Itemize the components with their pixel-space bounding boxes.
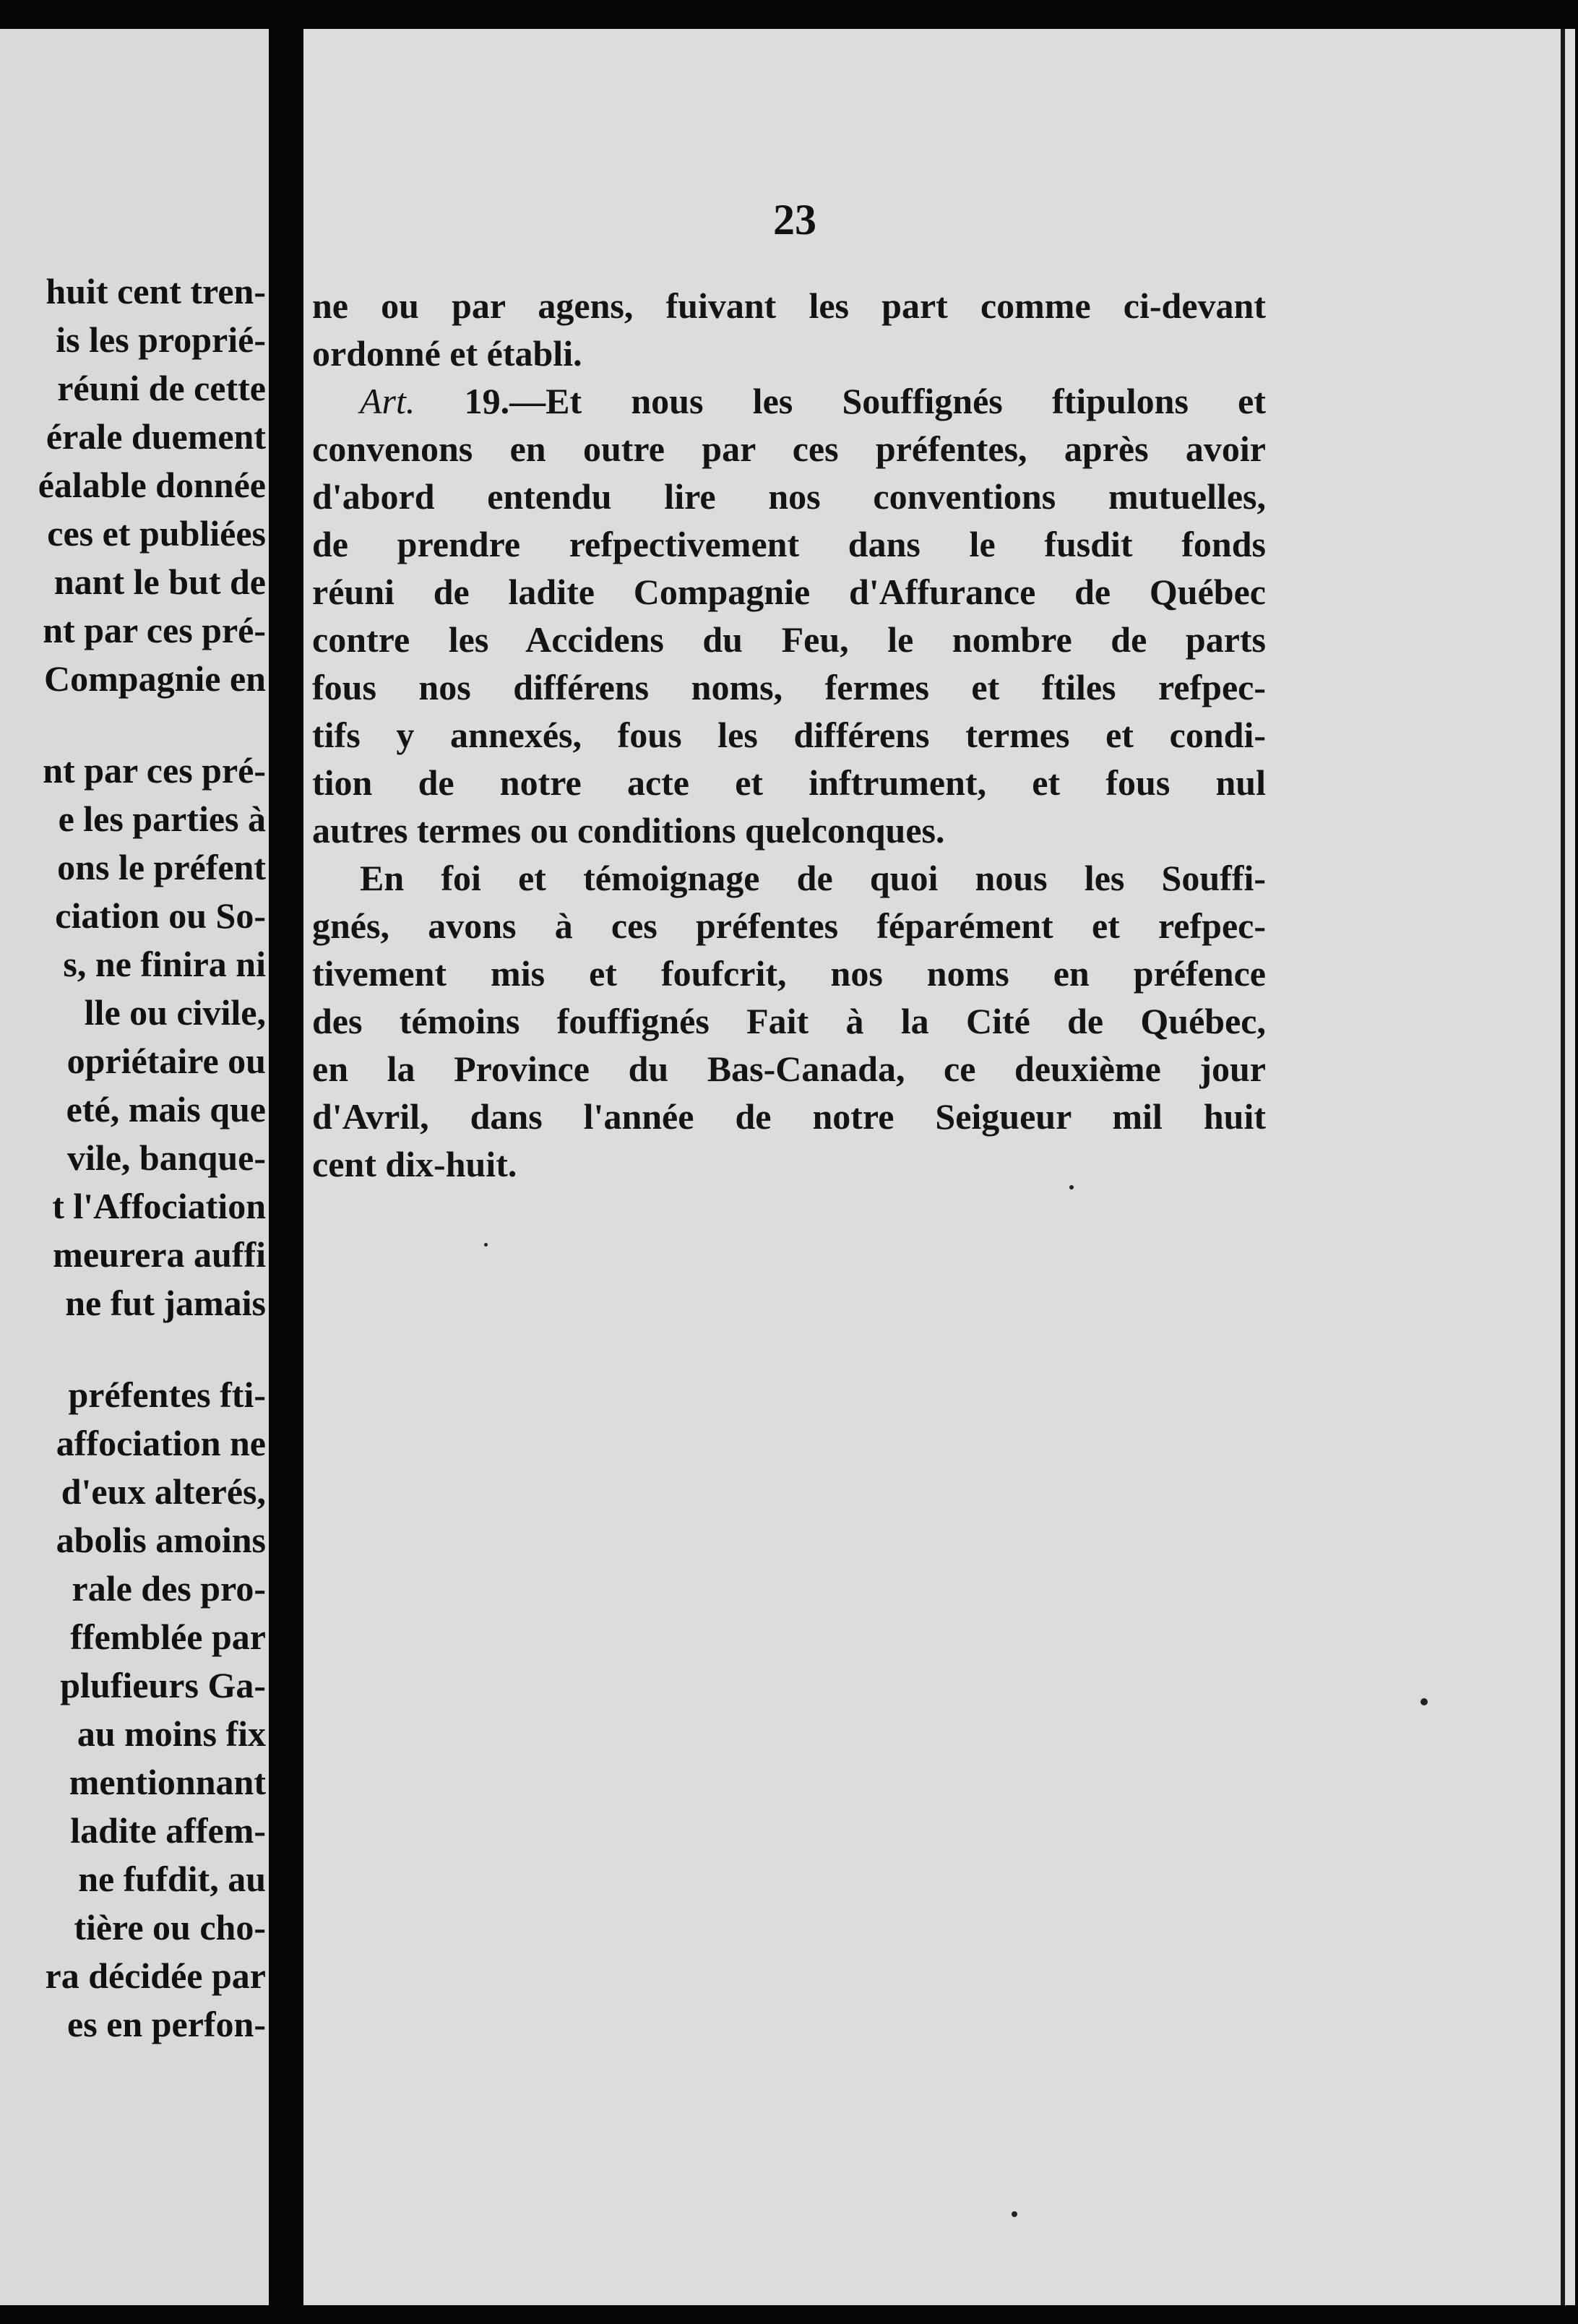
left-text-line: éalable donnée — [38, 465, 266, 505]
text-line: en la Province du Bas-Canada, ce deuxième jour — [312, 1049, 1266, 1089]
left-text-line: huit cent tren- — [46, 271, 266, 311]
page-number: 23 — [773, 196, 816, 244]
paper-speck — [1069, 1185, 1074, 1189]
text-line: fous nos différens noms, fermes et ftiles refpec- — [312, 667, 1266, 707]
line-gap — [0, 703, 269, 746]
left-text-line: abolis amoins — [56, 1520, 266, 1560]
left-page-lines — [0, 267, 269, 2049]
article-first-line: 19.—Et nous les Souffignés ftipulons et — [464, 381, 1266, 421]
text-line: convenons en outre par ces préfentes, après avoir — [312, 429, 1266, 469]
left-text-line: is les proprié- — [56, 319, 266, 360]
left-text-line: d'eux alterés, — [61, 1471, 266, 1512]
left-text-line: ces et publiées — [47, 513, 266, 554]
text-line: de prendre refpectivement dans le fusdit fonds — [312, 524, 1266, 564]
left-text-line: s, ne finira ni — [63, 944, 266, 984]
left-text-line: eté, mais que — [66, 1089, 266, 1129]
left-text-line: ciation ou So- — [55, 895, 266, 936]
left-text-line: au moins fix — [77, 1713, 266, 1754]
paper-speck — [1420, 1698, 1428, 1705]
line-gap — [0, 1327, 269, 1371]
paper-speck — [1012, 2211, 1017, 2217]
left-text-line: ne fufdit, au — [78, 1859, 266, 1899]
left-text-line: lle ou civile, — [84, 992, 266, 1033]
left-page-fragment — [0, 29, 269, 2305]
left-text-line: e les parties à — [58, 799, 266, 839]
article-heading-line — [312, 377, 1266, 425]
text-line: contre les Accidens du Feu, le nombre de parts — [312, 619, 1266, 660]
film-scratch — [1561, 29, 1565, 2305]
left-text-line: préfentes fti- — [68, 1374, 266, 1415]
text-line: tivement mis et foufcrit, nos noms en préfence — [312, 953, 1266, 994]
left-text-line: nant le but de — [53, 561, 266, 602]
text-line: des témoins fouffignés Fait à la Cité de Québec, — [312, 1001, 1266, 1041]
left-text-line: es en perfon- — [67, 2004, 266, 2044]
body-text — [312, 282, 1266, 1188]
left-text-line: ne fut jamais — [65, 1283, 266, 1323]
left-text-line: ons le préfent — [57, 847, 266, 887]
left-text-line: mentionnant — [69, 1762, 266, 1802]
left-text-line: plufieurs Ga- — [60, 1665, 266, 1705]
text-line: En foi et témoignage de quoi nous les Souffi- — [360, 858, 1266, 898]
left-text-line: rale des pro- — [72, 1568, 266, 1609]
right-page — [303, 29, 1575, 2305]
text-line: d'abord entendu lire nos conventions mutuelles, — [312, 476, 1266, 517]
left-text-line: nt par ces pré- — [43, 610, 266, 650]
left-text-line: vile, banque- — [66, 1137, 266, 1178]
left-text-line: réuni de cette — [57, 368, 266, 408]
text-line: réuni de ladite Compagnie d'Affurance de Québec — [312, 572, 1266, 612]
left-text-line: ladite affem- — [70, 1810, 266, 1851]
text-line: cent dix-huit. — [312, 1144, 517, 1184]
text-line: autres termes ou conditions quelconques. — [312, 810, 945, 851]
text-line: ne ou par agens, fuivant les part comme ci-devant — [312, 285, 1266, 326]
left-text-line: Compagnie en — [44, 658, 266, 699]
page-gutter — [269, 0, 303, 2324]
article-label: Art. — [360, 381, 415, 421]
left-text-line: ra décidée par — [45, 1955, 266, 1996]
text-line: ordonné et établi. — [312, 333, 582, 374]
left-text-line: meurera auffi — [53, 1234, 266, 1275]
left-text-line: tière ou cho- — [74, 1907, 266, 1948]
left-text-line: nt par ces pré- — [43, 750, 266, 791]
text-line: d'Avril, dans l'année de notre Seigueur mil huit — [312, 1096, 1266, 1137]
left-text-line: ffemblée par — [70, 1617, 266, 1657]
left-text-line: t l'Affociation — [52, 1186, 266, 1226]
left-text-line: érale duement — [46, 416, 266, 457]
left-text-line: opriétaire ou — [66, 1041, 266, 1081]
paper-speck — [484, 1243, 488, 1247]
text-line: tion de notre acte et inftrument, et fous nul — [312, 762, 1266, 803]
text-line: gnés, avons à ces préfentes féparément et refpec- — [312, 905, 1266, 946]
left-text-line: affociation ne — [56, 1423, 266, 1463]
text-line: tifs y annexés, fous les différens termes et condi- — [312, 715, 1266, 755]
